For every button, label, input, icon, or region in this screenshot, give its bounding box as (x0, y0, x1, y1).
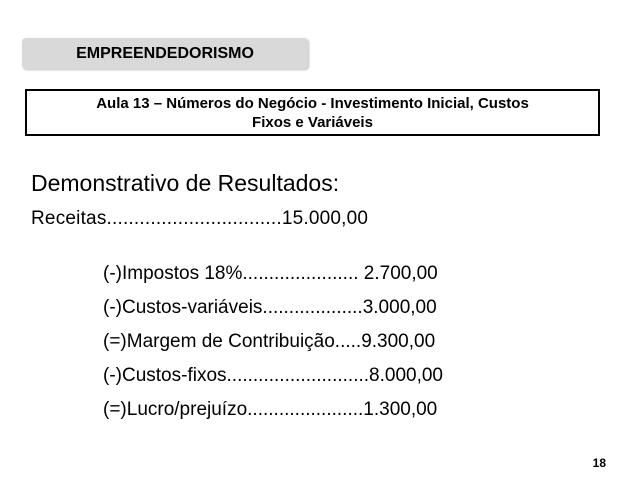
page-number: 18 (592, 456, 606, 470)
taxes-line: (-)Impostos 18%...................... 2.700,00 (103, 263, 438, 284)
lesson-title-line-1: Aula 13 – Números do Negócio - Investimento Inicial, Custos (96, 94, 529, 112)
fixed-costs-line: (-)Custos-fixos...........................8.000,00 (103, 365, 443, 386)
income-statement-lines (103, 262, 443, 432)
revenue-line: Receitas................................15.000,00 (31, 208, 369, 229)
lesson-title (96, 94, 529, 132)
contribution-margin-line: (=)Margem de Contribuição.....9.300,00 (103, 331, 436, 352)
course-title: EMPREENDEDORISMO (76, 44, 254, 62)
profit-loss-line: (=)Lucro/prejuízo......................1.300,00 (103, 399, 438, 420)
section-heading: Demonstrativo de Resultados: (31, 170, 340, 196)
course-title-tag (22, 38, 308, 69)
lesson-title-line-2: Fixos e Variáveis (252, 113, 373, 131)
lesson-title-box (25, 89, 600, 136)
variable-costs-line: (-)Custos-variáveis...................3.000,00 (103, 297, 437, 318)
